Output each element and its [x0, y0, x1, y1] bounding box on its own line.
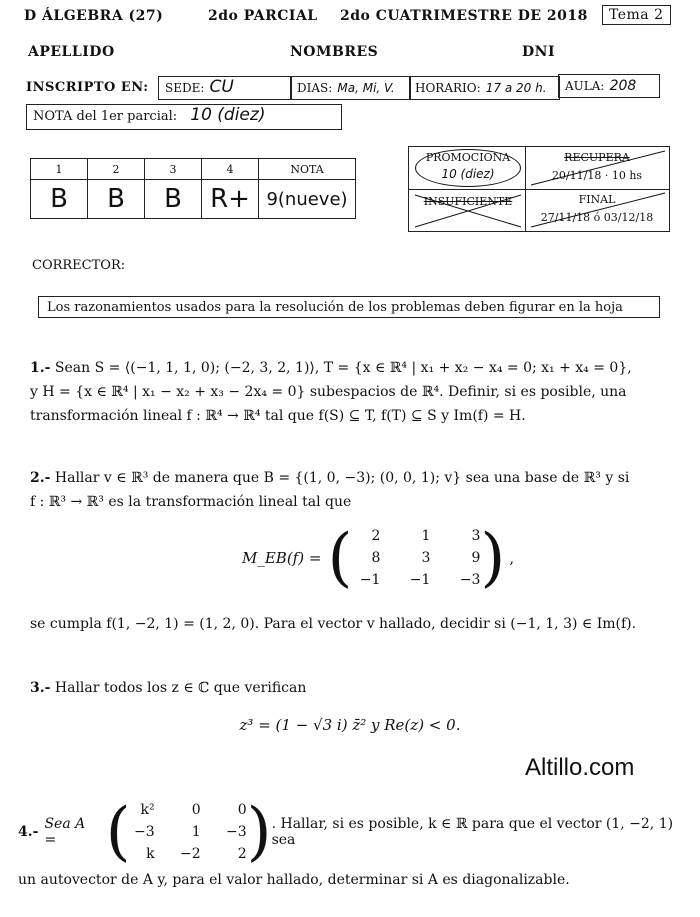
- problem-1-line-2: y H = {x ∈ ℝ⁴ | x₁ − x₂ + x₃ − 2x₄ = 0} subespacios de ℝ⁴. Definir, si es posible, una: [30, 384, 627, 400]
- left-paren: (: [105, 795, 131, 869]
- status-box: [408, 146, 670, 232]
- grade-header-4: 4: [202, 159, 259, 180]
- matrix-a-label: Sea A =: [44, 816, 86, 848]
- problem-2: [30, 466, 675, 514]
- problem-2-matrix-equation: [242, 520, 514, 596]
- right-paren: ): [246, 795, 272, 869]
- nota-primer-label: NOTA del 1er parcial:: [33, 109, 178, 124]
- subject-title: D ÁLGEBRA (27): [24, 8, 164, 24]
- tema-badge: Tema 2: [602, 5, 671, 25]
- matrix-entry: 0: [191, 802, 201, 818]
- dni-label: DNI: [522, 44, 555, 60]
- final-label: FINAL: [578, 193, 616, 206]
- problem-4: [18, 790, 688, 874]
- apellido-label: APELLIDO: [28, 44, 115, 60]
- problem-3: [30, 676, 675, 700]
- matrix-entry: −3: [225, 824, 247, 840]
- matrix-entry: −3: [459, 572, 481, 588]
- horario-field: [410, 76, 560, 100]
- grade-header-1: 1: [31, 159, 88, 180]
- problem-4-number: 4.-: [18, 824, 39, 840]
- horario-value: 17 a 20 h.: [485, 81, 547, 95]
- grade-header-2: 2: [88, 159, 145, 180]
- dias-field: [290, 76, 410, 100]
- grade-value-3: B: [145, 180, 202, 219]
- problem-2-number: 2.-: [30, 470, 51, 486]
- matrix-entry: 1: [191, 824, 201, 840]
- right-paren: ): [480, 521, 506, 595]
- altillo-watermark: Altillo.com: [525, 754, 635, 781]
- aula-label: AULA:: [565, 79, 605, 93]
- matrix-entry: 3: [471, 528, 481, 544]
- matrix-entry: −2: [179, 846, 201, 862]
- left-paren: (: [327, 521, 353, 595]
- matrix-entry: 2: [237, 846, 247, 862]
- recupera-date: 20/11/18 · 10 hs: [551, 169, 643, 182]
- matrix-entry: 9: [471, 550, 481, 566]
- sede-value: CU: [209, 77, 234, 97]
- recupera-label: RECUPERA: [564, 151, 630, 164]
- inscripto-label: INSCRIPTO EN:: [26, 80, 149, 95]
- matrix-entry: 8: [371, 550, 381, 566]
- promociona-value: 10 (diez): [441, 167, 495, 181]
- instructions-notice: Los razonamientos usados para la resolución de los problemas deben figurar en la hoja: [38, 296, 660, 318]
- problem-1-line-3: transformación lineal f : ℝ⁴ → ℝ⁴ tal que f(S) ⊆ T, f(T) ⊆ S y Im(f) = H.: [30, 408, 526, 424]
- problem-4-line-1: . Hallar, si es posible, k ∈ ℝ para que el vector (1, −2, 1) sea: [271, 816, 674, 848]
- aula-value: 208: [609, 78, 637, 94]
- grade-value-1: B: [31, 180, 88, 219]
- matrix-entry: 0: [237, 802, 247, 818]
- sede-label: SEDE:: [165, 81, 205, 95]
- matrix-a: [131, 802, 247, 862]
- grade-header-3: 3: [145, 159, 202, 180]
- problem-3-number: 3.-: [30, 680, 51, 696]
- final-date: 27/11/18 ó 03/12/18: [540, 211, 654, 224]
- insuficiente-label: INSUFICIENTE: [423, 195, 513, 208]
- matrix-entry: 3: [421, 550, 431, 566]
- problem-2-line-1: Hallar v ∈ ℝ³ de manera que B = {(1, 0, −3); (0, 0, 1); v} sea una base de ℝ³ y si: [54, 470, 630, 486]
- matrix-entry: −3: [133, 824, 155, 840]
- matrix-meb: [352, 528, 480, 588]
- problem-3-equation: z³ = (1 − √3 i) z̄² y Re(z) < 0.: [239, 716, 461, 734]
- matrix-entry: −1: [359, 572, 381, 588]
- problem-1-number: 1.-: [30, 360, 51, 376]
- matrix-entry: −1: [409, 572, 431, 588]
- aula-field: [558, 74, 660, 98]
- nota-primer-value: 10 (diez): [190, 105, 266, 125]
- nota-primer-parcial: [26, 104, 342, 130]
- matrix-entry: k: [146, 846, 155, 862]
- grade-value-nota: 9(nueve): [259, 180, 356, 219]
- sede-field: [158, 76, 292, 100]
- grade-value-2: B: [88, 180, 145, 219]
- problem-3-line-1: Hallar todos los z ∈ ℂ que verifican: [54, 680, 307, 696]
- matrix-entry: k²: [140, 802, 155, 818]
- dias-label: DIAS:: [297, 81, 333, 95]
- comma: ,: [509, 549, 515, 567]
- parcial-label: 2do PARCIAL: [208, 8, 318, 24]
- nombres-label: NOMBRES: [290, 44, 379, 60]
- promociona-label: PROMOCIONA: [425, 151, 511, 164]
- dias-value: Ma, Mi, V.: [337, 81, 395, 95]
- matrix-entry: 1: [421, 528, 431, 544]
- problem-2-line-3: se cumpla f(1, −2, 1) = (1, 2, 0). Para el vector v hallado, decidir si (−1, 1, 3) ∈ Im(f).: [30, 616, 637, 632]
- matrix-meb-label: M_EB(f) =: [242, 549, 322, 567]
- grade-value-4: R+: [202, 180, 259, 219]
- term-label: 2do CUATRIMESTRE DE 2018: [340, 8, 588, 24]
- problem-2-line-2: f : ℝ³ → ℝ³ es la transformación lineal tal que: [30, 494, 352, 510]
- problem-4-line-2: un autovector de A y, para el valor hallado, determinar si A es diagonalizable.: [18, 872, 570, 888]
- problem-1-line-1: Sean S = ⟨(−1, 1, 1, 0); (−2, 3, 2, 1)⟩, T = {x ∈ ℝ⁴ | x₁ + x₂ − x₄ = 0; x₁ + x₄ = 0},: [54, 360, 632, 376]
- horario-label: HORARIO:: [415, 81, 481, 95]
- matrix-entry: 2: [371, 528, 381, 544]
- grades-table: [30, 158, 356, 219]
- grade-header-nota: NOTA: [259, 159, 356, 180]
- status-strike-marks: [409, 147, 669, 231]
- corrector-label: CORRECTOR:: [32, 258, 126, 273]
- problem-1: [30, 356, 675, 428]
